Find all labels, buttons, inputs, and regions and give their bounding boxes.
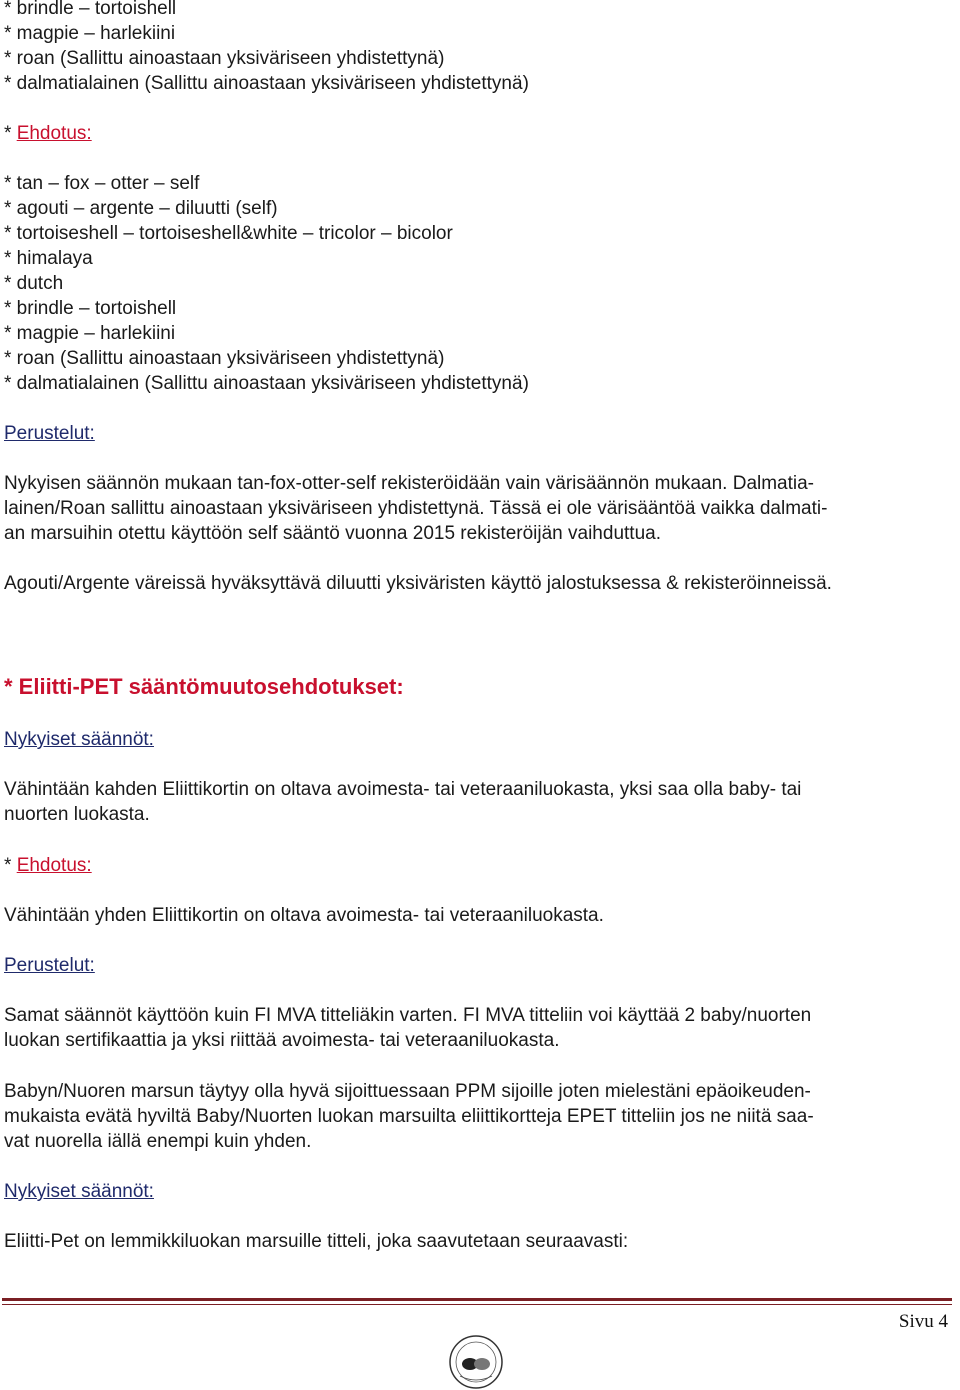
club-logo-seal	[448, 1334, 504, 1390]
proposal-list-item: * himalaya	[4, 248, 93, 269]
color-list-item: * brindle – tortoishell	[4, 0, 177, 19]
color-list-item: * magpie – harlekiini	[4, 23, 176, 44]
proposal-list-item: * dutch	[4, 273, 64, 294]
paragraph-line: mukaista evätä hyviltä Baby/Nuorten luokan marsuilta eliittikortteja EPET titteliin jos ne niitä saa-	[4, 1106, 814, 1127]
proposal-heading	[4, 121, 92, 146]
current-rules-label: Nykyiset säännöt:	[4, 1181, 154, 1202]
proposal-label: Ehdotus:	[16, 123, 92, 144]
proposal-prefix: *	[4, 123, 17, 144]
paragraph-line: Samat säännöt käyttöön kuin FI MVA titteliäkin varten. FI MVA titteliin voi käyttää 2 baby/nuorten	[4, 1005, 812, 1026]
current-rules-text: Eliitti-Pet on lemmikkiluokan marsuille titteli, joka saavutetaan seuraavasti:	[4, 1231, 629, 1252]
paragraph-line: luokan sertifikaattia ja yksi riittää avoimesta- tai veteraaniluokasta.	[4, 1030, 560, 1051]
proposal-heading	[4, 853, 92, 878]
paragraph-line: lainen/Roan sallittu ainoastaan yksiväriseen yhdistettynä. Tässä ei ole värisääntöä vaikka dalmati-	[4, 498, 828, 519]
proposal-list-item: * brindle – tortoishell	[4, 298, 177, 319]
color-list-item: * dalmatialainen (Sallittu ainoastaan yksiväriseen yhdistettynä)	[4, 73, 529, 94]
paragraph-line: vat nuorella iällä enempi kuin yhden.	[4, 1131, 312, 1152]
reasons-paragraph	[4, 1003, 934, 1053]
proposal-list-item: * roan (Sallittu ainoastaan yksiväriseen yhdistettynä)	[4, 348, 445, 369]
reasons-paragraph: Agouti/Argente väreissä hyväksyttävä diluutti yksiväristen käyttö jalostuksessa & rekisteröinneissä.	[4, 573, 832, 594]
reasons-paragraph	[4, 1079, 934, 1154]
paragraph-line: Nykyisen säännön mukaan tan-fox-otter-self rekisteröidään vain värisäännön mukaan. Dalmatia-	[4, 473, 815, 494]
section-heading: * Eliitti-PET sääntömuutosehdotukset:	[4, 674, 404, 699]
proposal-list-item: * tan – fox – otter – self	[4, 173, 200, 194]
reasons-label: Perustelut:	[4, 423, 95, 444]
footer-rule-thin	[2, 1304, 952, 1305]
proposal-list-item: * magpie – harlekiini	[4, 323, 176, 344]
page-number: Sivu 4	[898, 1311, 948, 1332]
paragraph-line: nuorten luokasta.	[4, 804, 150, 825]
paragraph-line: Babyn/Nuoren marsun täytyy olla hyvä sijoittuessaan PPM sijoille joten mielestäni epäoikeuden-	[4, 1081, 811, 1102]
proposal-prefix: *	[4, 855, 17, 876]
proposal-list-item: * agouti – argente – diluutti (self)	[4, 198, 278, 219]
proposal-list-item: * tortoiseshell – tortoiseshell&white – tricolor – bicolor	[4, 223, 453, 244]
proposal-label: Ehdotus:	[16, 855, 92, 876]
reasons-paragraph	[4, 471, 934, 546]
paragraph-line: an marsuihin otettu käyttöön self sääntö vuonna 2015 rekisteröijän vaihduttua.	[4, 523, 661, 544]
current-rules-label: Nykyiset säännöt:	[4, 729, 154, 750]
footer-rule-thick	[2, 1298, 952, 1301]
proposal-text: Vähintään yhden Eliittikortin on oltava avoimesta- tai veteraaniluokasta.	[4, 905, 604, 926]
proposal-list-item: * dalmatialainen (Sallittu ainoastaan yksiväriseen yhdistettynä)	[4, 373, 529, 394]
color-list-item: * roan (Sallittu ainoastaan yksiväriseen yhdistettynä)	[4, 48, 445, 69]
reasons-label: Perustelut:	[4, 955, 95, 976]
paragraph-line: Vähintään kahden Eliittikortin on oltava avoimesta- tai veteraaniluokasta, yksi saa olla baby- tai	[4, 779, 802, 800]
current-rules-text	[4, 777, 934, 827]
